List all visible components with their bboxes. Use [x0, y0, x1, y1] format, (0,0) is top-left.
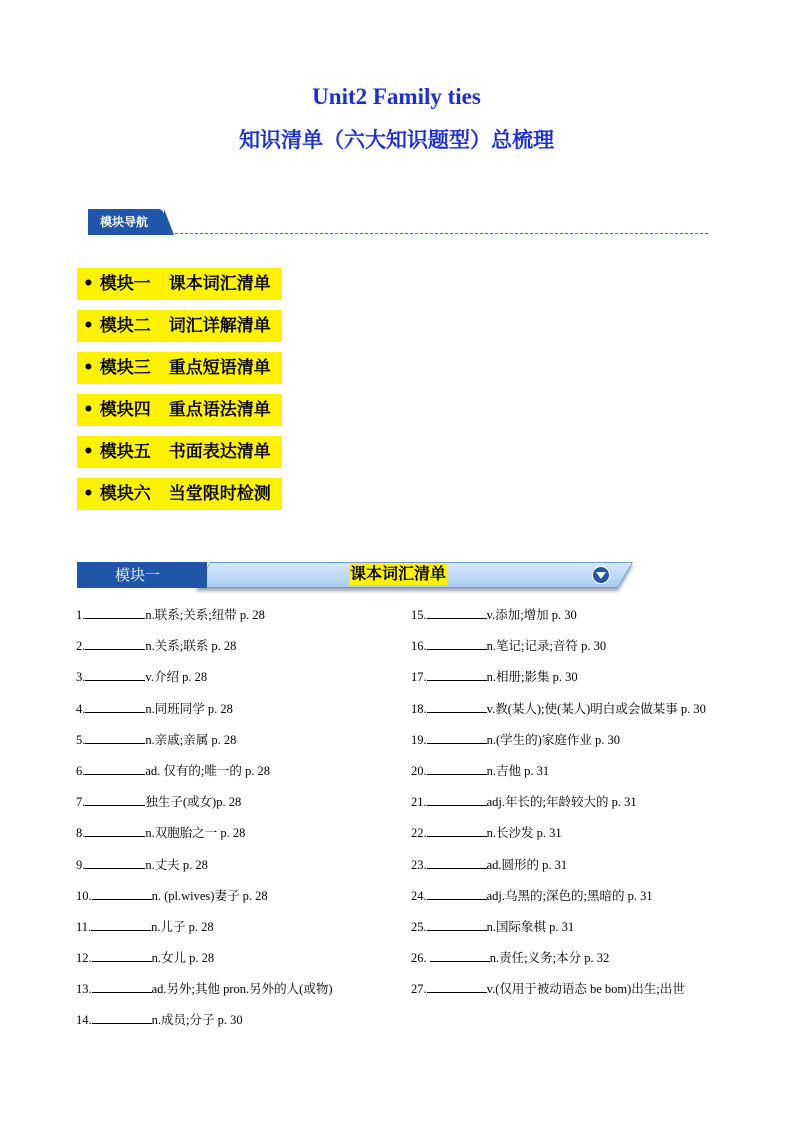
module-number: • 模块二	[83, 316, 151, 336]
item-definition: n.女儿 p. 28	[151, 951, 215, 966]
item-definition: n.同班同学 p. 28	[145, 701, 233, 716]
item-definition: n.丈夫 p. 28	[145, 857, 208, 872]
answer-blank[interactable]	[85, 606, 145, 619]
vocab-item	[76, 756, 394, 787]
item-number: 8.	[76, 826, 86, 841]
module-nav-tab: 模块导航	[88, 209, 164, 235]
module-list	[77, 268, 282, 520]
answer-blank[interactable]	[427, 793, 487, 806]
module-item	[77, 436, 282, 468]
item-number: 9.	[76, 857, 86, 872]
vocab-item	[411, 974, 729, 1005]
item-number: 2.	[76, 639, 86, 654]
item-definition: n.相册;影集 p. 30	[486, 670, 578, 685]
item-number: 23.	[411, 857, 427, 872]
module-name: 重点语法清单	[168, 400, 271, 420]
item-number: 18.	[411, 701, 427, 716]
answer-blank[interactable]	[427, 762, 487, 775]
document-title: Unit2 Family ties	[312, 84, 481, 109]
vocab-item	[76, 787, 394, 818]
item-number: 22.	[411, 826, 427, 841]
answer-blank[interactable]	[85, 762, 145, 775]
answer-blank[interactable]	[85, 824, 145, 837]
vocab-item	[411, 600, 729, 631]
module-number: • 模块四	[83, 400, 151, 420]
item-number: 15.	[411, 608, 427, 622]
item-number: 25.	[411, 919, 427, 934]
vocab-item	[411, 694, 729, 725]
item-definition: v.教(某人);使(某人)明白或会做某事 p. 30	[486, 701, 706, 716]
vocab-item	[76, 662, 394, 693]
answer-blank[interactable]	[91, 918, 151, 931]
answer-blank[interactable]	[427, 980, 487, 993]
item-number: 3.	[76, 670, 86, 685]
item-definition: v.添加;增加 p. 30	[486, 608, 577, 622]
item-number: 27.	[411, 982, 427, 997]
item-number: 24.	[411, 888, 427, 903]
item-definition: n.责任;义务;本分 p. 32	[489, 951, 610, 966]
item-number: 16.	[411, 639, 427, 654]
item-definition: ad.圆形的 p. 31	[486, 857, 568, 872]
item-definition: 独生子(或女)p. 28	[145, 795, 242, 810]
vocab-item	[76, 600, 394, 631]
answer-blank[interactable]	[427, 637, 487, 650]
answer-blank[interactable]	[92, 887, 152, 900]
vocab-item	[411, 662, 729, 693]
vocab-item	[76, 694, 394, 725]
item-definition: n.亲戚;亲属 p. 28	[145, 732, 237, 747]
module-name: 书面表达清单	[168, 442, 271, 462]
answer-blank[interactable]	[92, 1011, 152, 1024]
vocab-item	[411, 725, 729, 756]
vocab-item	[76, 974, 394, 1005]
item-number: 1.	[76, 608, 86, 622]
vocab-item	[411, 881, 729, 912]
vocab-item	[76, 881, 394, 912]
module-name: 课本词汇清单	[168, 274, 271, 294]
item-definition: n.成员;分子 p. 30	[151, 1013, 243, 1028]
item-definition: v.介绍 p. 28	[145, 670, 208, 685]
answer-blank[interactable]	[427, 668, 487, 681]
item-definition: adj.年长的;年龄较大的 p. 31	[486, 795, 637, 810]
answer-blank[interactable]	[427, 918, 487, 931]
item-number: 19.	[411, 732, 427, 747]
item-definition: n.双胞胎之一 p. 28	[145, 826, 246, 841]
item-definition: v.(仅用于被动语态 be bom)出生;出世	[486, 982, 685, 997]
module-item	[77, 394, 282, 426]
answer-blank[interactable]	[85, 668, 145, 681]
item-number: 7.	[76, 795, 86, 810]
answer-blank[interactable]	[427, 606, 487, 619]
answer-blank[interactable]	[427, 824, 487, 837]
vocab-item	[76, 631, 394, 662]
item-number: 26.	[411, 951, 430, 966]
item-number: 5.	[76, 732, 86, 747]
module-item	[77, 478, 282, 510]
item-number: 21.	[411, 795, 427, 810]
module-number: • 模块一	[83, 274, 151, 294]
vocab-item	[76, 725, 394, 756]
answer-blank[interactable]	[427, 731, 487, 744]
vocab-item	[411, 850, 729, 881]
item-number: 17.	[411, 670, 427, 685]
vocab-item	[411, 818, 729, 849]
item-definition: n.国际象棋 p. 31	[486, 919, 575, 934]
section-label: 模块一	[77, 562, 207, 588]
vocab-list-left	[76, 600, 394, 1037]
item-definition: ad.另外;其他 pron.另外的人(或物)	[151, 982, 333, 997]
module-name: 词汇详解清单	[168, 316, 271, 336]
item-number: 6.	[76, 763, 86, 778]
item-definition: n.长沙发 p. 31	[486, 826, 562, 841]
document-subtitle: 知识清单（六大知识题型）总梳理	[239, 128, 554, 152]
vocab-item	[76, 943, 394, 974]
vocab-item	[411, 787, 729, 818]
item-definition: n.关系;联系 p. 28	[145, 639, 237, 654]
vocab-item	[411, 756, 729, 787]
module-item	[77, 268, 282, 300]
item-number: 4.	[76, 701, 86, 716]
item-definition: n.(学生的)家庭作业 p. 30	[486, 732, 620, 747]
item-number: 20.	[411, 763, 427, 778]
vocab-item	[411, 943, 729, 974]
answer-blank[interactable]	[85, 856, 145, 869]
answer-blank[interactable]	[430, 949, 490, 962]
vocab-item	[76, 818, 394, 849]
answer-blank[interactable]	[92, 949, 152, 962]
item-number: 11.	[76, 919, 92, 934]
module-name: 当堂限时检测	[168, 484, 271, 504]
module-item	[77, 310, 282, 342]
answer-blank[interactable]	[85, 700, 145, 713]
item-definition: n.联系;关系;纽带 p. 28	[145, 608, 265, 622]
answer-blank[interactable]	[92, 980, 152, 993]
item-number: 14.	[76, 1013, 92, 1028]
item-definition: adj.乌黑的;深色的;黑暗的 p. 31	[486, 888, 653, 903]
vocab-item	[411, 912, 729, 943]
answer-blank[interactable]	[85, 731, 145, 744]
answer-blank[interactable]	[85, 637, 145, 650]
vocab-list-right	[411, 600, 729, 1005]
item-definition: n.吉他 p. 31	[486, 763, 550, 778]
module-name: 重点短语清单	[168, 358, 271, 378]
item-number: 13.	[76, 982, 92, 997]
answer-blank[interactable]	[85, 793, 145, 806]
vocab-item	[76, 1005, 394, 1036]
item-number: 10.	[76, 888, 92, 903]
module-number: • 模块五	[83, 442, 151, 462]
chevron-down-icon	[592, 566, 610, 584]
answer-blank[interactable]	[427, 700, 487, 713]
answer-blank[interactable]	[427, 887, 487, 900]
module-item	[77, 352, 282, 384]
item-number: 12.	[76, 951, 92, 966]
vocab-item	[76, 850, 394, 881]
section-banner	[77, 562, 618, 590]
item-definition: n.儿子 p. 28	[151, 919, 214, 934]
answer-blank[interactable]	[427, 856, 487, 869]
vocab-item	[411, 631, 729, 662]
module-number: • 模块六	[83, 484, 151, 504]
vocab-item	[76, 912, 394, 943]
divider	[170, 233, 708, 234]
item-definition: n. (pl.wives)妻子 p. 28	[151, 888, 268, 903]
item-definition: ad. 仅有的;唯一的 p. 28	[145, 763, 271, 778]
module-number: • 模块三	[83, 358, 151, 378]
section-title: 课本词汇清单	[350, 564, 447, 583]
item-definition: n.笔记;记录;音符 p. 30	[486, 639, 607, 654]
